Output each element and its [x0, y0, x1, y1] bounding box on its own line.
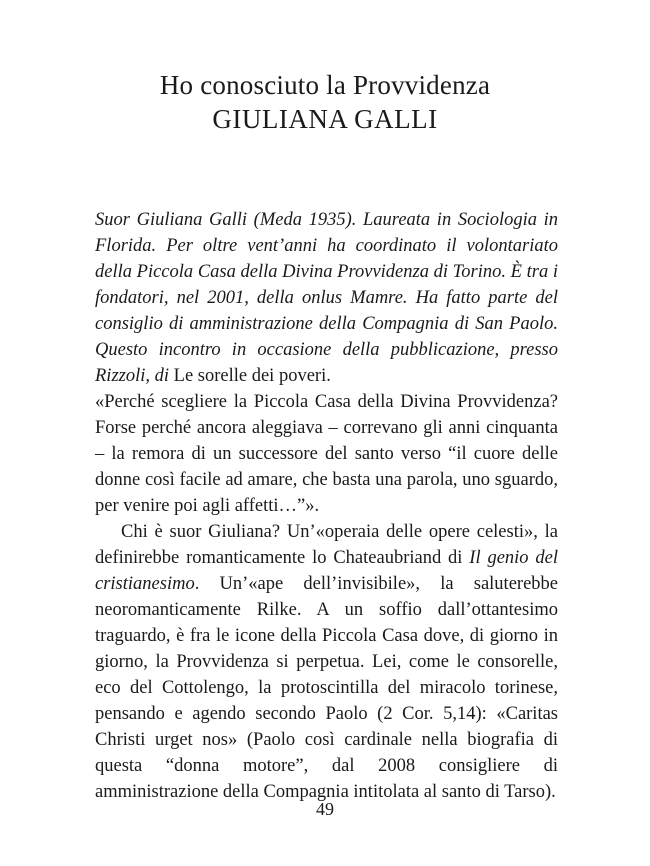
biography-text: Suor Giuliana Galli (Meda 1935). Laureata in Sociologia in Florida. Per oltre vent’anni ha coordinato il volontariato della Piccola Casa della Divina Provvidenza di Torino. È tra i fondatori, nel 2001, della onlus Mamre. Ha fatto parte del consiglio di amministrazione della Compagnia di San Paolo. Questo incontro in occasione della pubblicazione, presso Rizzoli, di — [95, 210, 558, 386]
author-biography — [95, 207, 558, 389]
page-number: 49 — [316, 799, 334, 819]
paragraph-2-rest: . Un’«ape dell’invisibile», la saluterebbe neoromanticamente Rilke. A un soffio dall’ottantesimo traguardo, è fra le icone della Piccola Casa dove, di giorno in giorno, la Provvidenza si perpetua. Lei, come le consorelle, eco del Cottolengo, la protoscintilla del miracolo torinese, pensando e agendo secondo Paolo (2 Cor. 5,14): «Caritas Christi urget nos» (Paolo così cardinale nella biografia di questa “donna motore”, dal 2008 consigliere di amministrazione della Compagnia intitolata al santo di Tarso). — [95, 574, 558, 802]
chapter-title: Ho conosciuto la Provvidenza — [159, 70, 491, 100]
paragraph-1: «Perché scegliere la Piccola Casa della Divina Provvidenza? Forse perché ancora aleggiava – correvano gli anni cinquanta – la remora di un successore del santo verso “il cuore delle donne così facile ad amare, che basta una parola, uno sguardo, per venire poi agli affetti…”». — [95, 392, 558, 516]
cited-work: Il genio del cristianesimo — [95, 548, 558, 594]
paragraph-2 — [95, 519, 558, 805]
chapter-heading — [0, 68, 650, 136]
paragraph-2-start: Chi è suor Giuliana? Un’«operaia delle opere celesti», la definirebbe romanticamente lo Chateaubriand di — [95, 522, 558, 568]
chapter-author: GIULIANA GALLI — [212, 104, 438, 134]
biography-end: . — [326, 366, 331, 386]
book-title: Le sorelle dei poveri — [173, 366, 327, 386]
chapter-body — [95, 389, 558, 805]
